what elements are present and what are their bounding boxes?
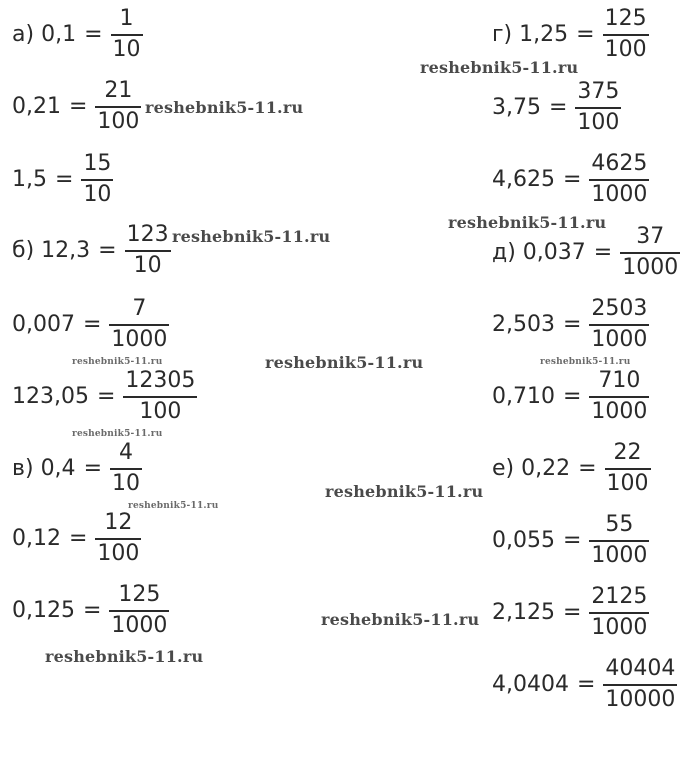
equation-e-3 (492, 586, 649, 639)
fraction-denominator: 1000 (591, 327, 648, 352)
watermark: reshebnik5-11.ru (448, 213, 607, 232)
equals-sign: = (548, 94, 568, 120)
fraction-numerator: 15 (83, 151, 112, 176)
equation-lhs: 4,625 (492, 166, 555, 192)
fraction-denominator: 10 (83, 182, 112, 207)
equation-b-2 (12, 298, 169, 351)
fraction (605, 442, 651, 495)
equation-lhs: 0,055 (492, 527, 555, 553)
equals-sign: = (84, 21, 103, 47)
equals-sign: = (562, 599, 582, 625)
fraction (589, 298, 649, 351)
equation-e-2 (492, 514, 649, 567)
equation-lhs: 0,12 (12, 525, 61, 551)
equation-g-1 (492, 8, 649, 61)
equals-sign: = (55, 166, 74, 192)
equals-sign: = (82, 311, 102, 337)
equation-lhs: д) 0,037 (492, 239, 586, 265)
fraction (603, 658, 677, 711)
watermark: reshebnik5-11.ru (45, 647, 204, 666)
equation-a-2 (12, 80, 141, 133)
equation-lhs: 2,125 (492, 599, 555, 625)
fraction-denominator: 1000 (591, 615, 648, 640)
equation-b-1 (12, 224, 171, 277)
watermark: reshebnik5-11.ru (172, 227, 331, 246)
equation-e-1 (492, 442, 651, 495)
fraction-numerator: 123 (126, 222, 169, 247)
fraction-numerator: 12 (104, 510, 133, 535)
equation-lhs: 3,75 (492, 94, 541, 120)
fraction (589, 153, 649, 206)
watermark: reshebnik5-11.ru (72, 429, 163, 439)
fraction-denominator: 100 (139, 399, 182, 424)
watermark: reshebnik5-11.ru (145, 98, 304, 117)
fraction (123, 370, 197, 423)
equation-a-1 (12, 8, 143, 61)
watermark: reshebnik5-11.ru (128, 501, 219, 511)
equation-d-3 (492, 370, 649, 423)
equation-lhs: 123,05 (12, 383, 89, 409)
equals-sign: = (562, 311, 582, 337)
equals-sign: = (98, 237, 117, 263)
fraction (589, 514, 649, 567)
equation-lhs: 0,125 (12, 597, 75, 623)
fraction-denominator: 1000 (591, 543, 648, 568)
fraction-numerator: 22 (613, 440, 642, 465)
fraction-denominator: 10 (112, 471, 140, 496)
equation-lhs: г) 1,25 (492, 21, 569, 47)
fraction-denominator: 10000 (605, 687, 676, 712)
fraction (110, 442, 142, 495)
fraction-denominator: 10 (133, 253, 162, 278)
fraction-numerator: 21 (104, 78, 133, 103)
fraction (109, 298, 169, 351)
equals-sign: = (96, 383, 116, 409)
equation-lhs: в) 0,4 (12, 455, 76, 481)
equation-lhs: 0,710 (492, 383, 555, 409)
fraction (81, 153, 113, 206)
equation-v-2 (12, 512, 141, 565)
fraction-numerator: 40404 (605, 656, 676, 681)
equals-sign: = (593, 239, 613, 265)
equation-lhs: 4,0404 (492, 671, 569, 697)
equals-sign: = (562, 166, 582, 192)
fraction-numerator: 7 (132, 296, 147, 321)
equation-lhs: б) 12,3 (12, 237, 91, 263)
fraction-numerator: 55 (605, 512, 634, 537)
fraction-numerator: 37 (636, 224, 665, 249)
equation-lhs: е) 0,22 (492, 455, 571, 481)
fraction (95, 512, 141, 565)
equation-lhs: 0,21 (12, 93, 61, 119)
fraction-denominator: 100 (97, 541, 140, 566)
equation-a-3 (12, 153, 113, 206)
fraction-denominator: 100 (604, 37, 647, 62)
equation-lhs: 0,007 (12, 311, 75, 337)
equation-d-1 (492, 226, 680, 279)
fraction-denominator: 100 (97, 109, 140, 134)
fraction-numerator: 2503 (591, 296, 648, 321)
fraction-numerator: 12305 (125, 368, 196, 393)
watermark: reshebnik5-11.ru (265, 353, 424, 372)
watermark: reshebnik5-11.ru (321, 610, 480, 629)
fraction-denominator: 100 (577, 110, 620, 135)
equals-sign: = (68, 93, 88, 119)
equation-lhs: 2,503 (492, 311, 555, 337)
fraction (111, 8, 143, 61)
equation-g-2 (492, 81, 621, 134)
equals-sign: = (83, 455, 102, 481)
equals-sign: = (576, 671, 596, 697)
watermark: reshebnik5-11.ru (325, 482, 484, 501)
fraction-numerator: 4625 (591, 151, 648, 176)
fraction (575, 81, 621, 134)
equation-lhs: а) 0,1 (12, 21, 77, 47)
fraction-denominator: 1000 (622, 255, 679, 280)
equals-sign: = (562, 383, 582, 409)
fraction (109, 584, 169, 637)
equals-sign: = (562, 527, 582, 553)
fraction-numerator: 375 (577, 79, 620, 104)
fraction-denominator: 1000 (111, 327, 168, 352)
fraction (620, 226, 680, 279)
equation-b-3 (12, 370, 197, 423)
equation-d-2 (492, 298, 649, 351)
fraction-denominator: 100 (606, 471, 649, 496)
fraction-denominator: 1000 (591, 182, 648, 207)
fraction-numerator: 4 (119, 440, 133, 465)
fraction (603, 8, 649, 61)
fraction-denominator: 10 (112, 37, 141, 62)
fraction-denominator: 1000 (111, 613, 168, 638)
fraction (95, 80, 141, 133)
fraction (589, 370, 649, 423)
fraction-numerator: 125 (604, 6, 647, 31)
watermark: reshebnik5-11.ru (540, 357, 631, 367)
fraction-numerator: 125 (118, 582, 161, 607)
fraction-numerator: 1 (119, 6, 134, 31)
equals-sign: = (82, 597, 102, 623)
equation-g-3 (492, 153, 649, 206)
fraction (589, 586, 649, 639)
fraction (125, 224, 171, 277)
fraction-denominator: 1000 (591, 399, 648, 424)
equals-sign: = (68, 525, 88, 551)
equation-lhs: 1,5 (12, 166, 47, 192)
watermark: reshebnik5-11.ru (72, 357, 163, 367)
watermark: reshebnik5-11.ru (420, 58, 579, 77)
equation-v-1 (12, 442, 142, 495)
equals-sign: = (578, 455, 597, 481)
equation-e-4 (492, 658, 677, 711)
fraction-numerator: 710 (598, 368, 641, 393)
equals-sign: = (576, 21, 595, 47)
equation-v-3 (12, 584, 169, 637)
fraction-numerator: 2125 (591, 584, 648, 609)
